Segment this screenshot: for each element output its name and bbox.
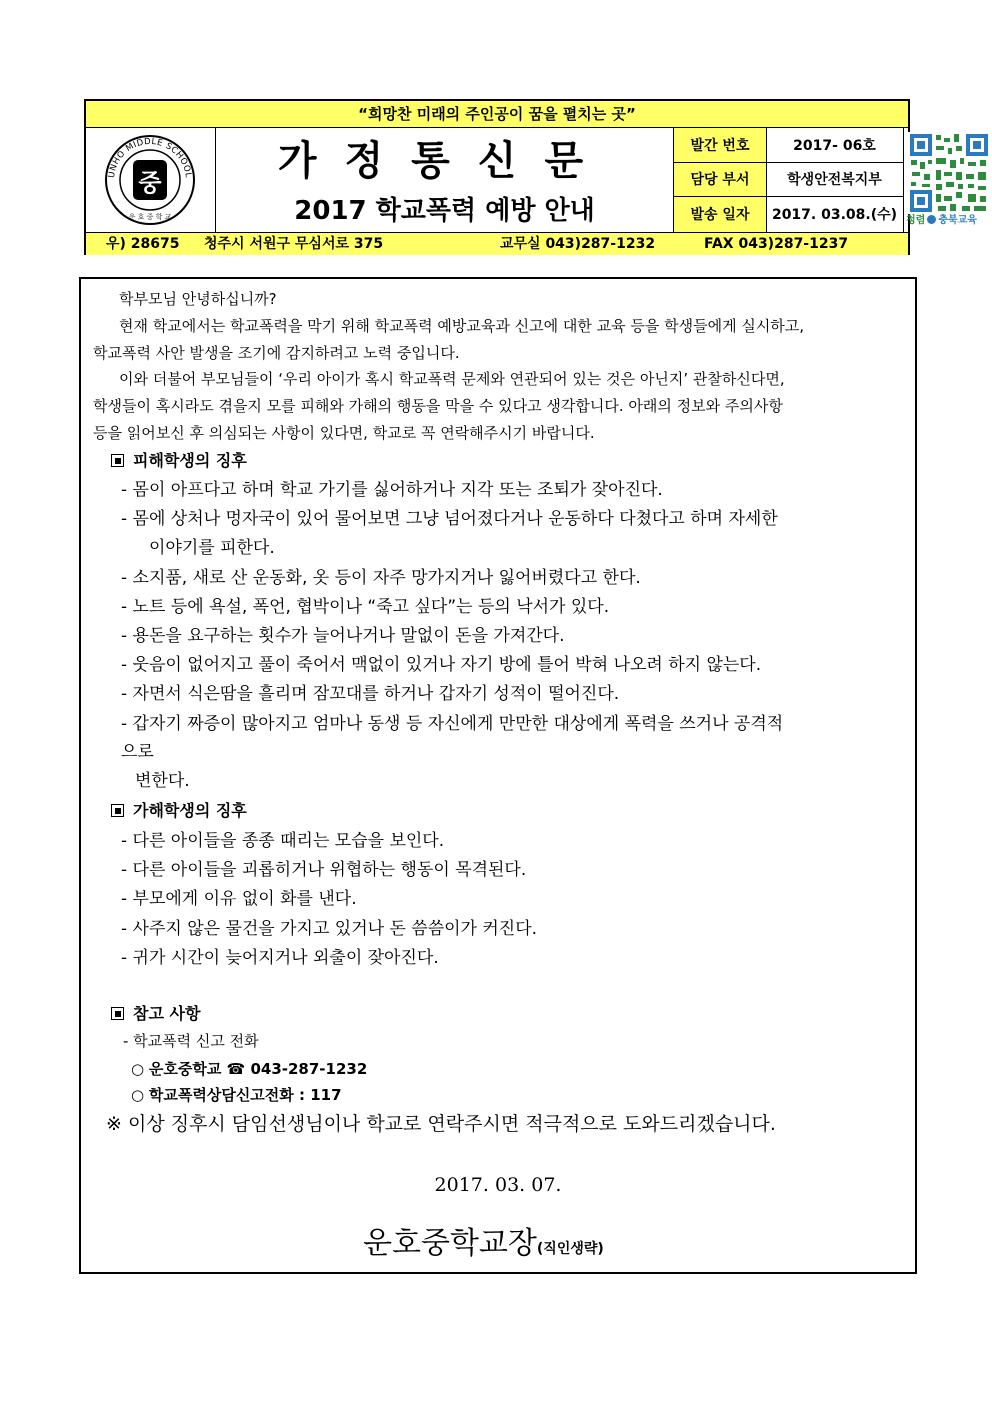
filled-square-bullet-icon [111, 454, 124, 467]
victim-sign-2: - 몸에 상처나 멍자국이 있어 물어보면 그냥 넘어졌다거나 운동하다 다쳤다고 하며 자세한 [121, 509, 778, 529]
letter-body [79, 277, 917, 1274]
circle-bullet-icon: ○ [131, 1086, 145, 1104]
intro-line-3: 이와 더불어 부모님들이 ‘우리 아이가 혹시 학교폭력 문제와 연관되어 있는 것은 아닌지’ 관찰하신다면, [119, 370, 785, 388]
principal-signature: 운호중학교장 [363, 1226, 537, 1261]
victim-section-title [111, 450, 247, 472]
qr-caption [906, 214, 992, 228]
emblem-center-char: 중 [138, 169, 162, 197]
newsletter-subtitle: 2017 학교폭력 예방 안내 [294, 196, 595, 226]
intro-line-4: 학생들이 혹시라도 겪을지 모를 피해와 가해의 행동을 막을 수 있다고 생각합니다. 아래의 정보와 주의사항 [93, 397, 783, 415]
victim-sign-8-cont-a: 으로 [121, 742, 154, 762]
meta-value-issue: 2017- 06호 [766, 128, 903, 163]
victim-sign-4: - 노트 등에 욕설, 폭언, 협박이나 “죽고 싶다”는 등의 낙서가 있다. [121, 597, 610, 617]
qr-caption-right: 충북교육 [938, 215, 977, 226]
offender-sign-1: - 다른 아이들을 종종 때리는 모습을 보인다. [121, 831, 445, 851]
school-logo-cell [86, 128, 216, 232]
intro-line-2: 학교폭력 사안 발생을 조기에 감지하려고 노력 중입니다. [93, 344, 460, 362]
hotline-phone: 학교폭력상담신고전화 : 117 [148, 1086, 342, 1104]
offender-sign-3: - 부모에게 이유 없이 화를 낸다. [121, 889, 357, 909]
filled-square-bullet-icon [111, 804, 124, 817]
reference-title-text: 참고 사항 [133, 1004, 201, 1023]
greeting: 학부모님 안녕하십니까? [119, 290, 277, 308]
address-bar [86, 232, 908, 255]
meta-label-date: 발송 일자 [674, 197, 767, 232]
meta-value-date: 2017. 03.08.(수) [771, 207, 898, 224]
victim-sign-7: - 자면서 식은땀을 흘리며 잠꼬대를 하거나 갑자기 성적이 떨어진다. [121, 684, 620, 704]
victim-sign-6: - 웃음이 없어지고 풀이 죽어서 맥없이 있거나 자기 방에 틀어 박혀 나오려 하지 않는다. [121, 655, 762, 675]
victim-sign-5: - 용돈을 요구하는 횟수가 늘어나거나 말없이 돈을 가져간다. [121, 626, 565, 646]
circle-bullet-icon: ○ [131, 1060, 145, 1078]
meta-label-issue: 발간 번호 [674, 128, 767, 162]
emblem-ring-text: UNHO MIDDLE SCHOOL [106, 136, 193, 179]
newsletter-title: 가정통신문 [277, 137, 612, 184]
offender-sign-5: - 귀가 시간이 늦어지거나 외출이 잦아진다. [121, 948, 439, 968]
victim-sign-3: - 소지품, 새로 산 운동화, 옷 등이 자주 망가지거나 잃어버렸다고 한다. [121, 568, 641, 588]
seal-omitted-note: (직인생략) [536, 1241, 604, 1257]
letter-date: 2017. 03. 07. [434, 1174, 562, 1196]
qr-caption-mark-icon [927, 215, 936, 224]
qr-cell [904, 128, 992, 232]
address-street: 청주시 서원구 무심서로 375 [204, 236, 384, 252]
newsletter-header [84, 99, 977, 255]
offender-sign-2: - 다른 아이들을 괴롭히거나 위협하는 행동이 목격된다. [121, 860, 527, 880]
meta-label-dept: 담당 부서 [674, 163, 767, 197]
school-emblem-icon [100, 130, 200, 230]
reference-section-title [111, 1003, 200, 1025]
victim-title-text: 피해학생의 징후 [133, 451, 247, 470]
address-postal: 우) 28675 [106, 236, 180, 252]
qr-caption-left: 청렴 [906, 215, 926, 226]
qr-code-icon [908, 132, 990, 214]
reference-subtitle: - 학교폭력 신고 전화 [123, 1032, 259, 1050]
address-fax: FAX 043)287-1237 [704, 236, 849, 252]
meta-value-dept: 학생안전복지부 [766, 163, 903, 198]
offender-section-title [111, 800, 247, 822]
victim-sign-8-cont-b: 변한다. [135, 771, 190, 791]
victim-sign-1: - 몸이 아프다고 하며 학교 가기를 싫어하거나 지각 또는 조퇴가 잦아진다. [121, 480, 663, 500]
school-phone: 운호중학교 ☎ 043-287-1232 [148, 1060, 368, 1078]
reference-item-school [131, 1059, 367, 1079]
motto: “희망찬 미래의 주인공이 꿈을 펼치는 곳” [86, 101, 908, 128]
intro-line-1: 현재 학교에서는 학교폭력을 막기 위해 학교폭력 예방교육과 신고에 대한 교육 등을 학생들에게 실시하고, [119, 317, 805, 335]
contact-notice: ※ 이상 징후시 담임선생님이나 학교로 연락주시면 적극적으로 도와드리겠습니다. [106, 1113, 776, 1135]
signature [363, 1224, 604, 1264]
offender-sign-4: - 사주지 않은 물건을 가지고 있거나 돈 씀씀이가 커진다. [121, 919, 538, 939]
address-office: 교무실 043)287-1232 [500, 236, 656, 252]
filled-square-bullet-icon [111, 1007, 124, 1020]
title-cell [216, 128, 674, 232]
intro-line-5: 등을 읽어보신 후 의심되는 사항이 있다면, 학교로 꼭 연락해주시기 바랍니다. [93, 424, 595, 442]
meta-values [766, 128, 904, 232]
victim-sign-2-cont: 이야기를 피한다. [149, 538, 275, 558]
emblem-bottom-text: 운 호 중 학 교 [128, 213, 172, 221]
reference-item-hotline [131, 1085, 342, 1105]
victim-sign-8: - 갑자기 짜증이 많아지고 엄마나 동생 등 자신에게 만만한 대상에게 폭력을 쓰거나 공격적 [121, 714, 784, 734]
offender-title-text: 가해학생의 징후 [133, 801, 247, 820]
